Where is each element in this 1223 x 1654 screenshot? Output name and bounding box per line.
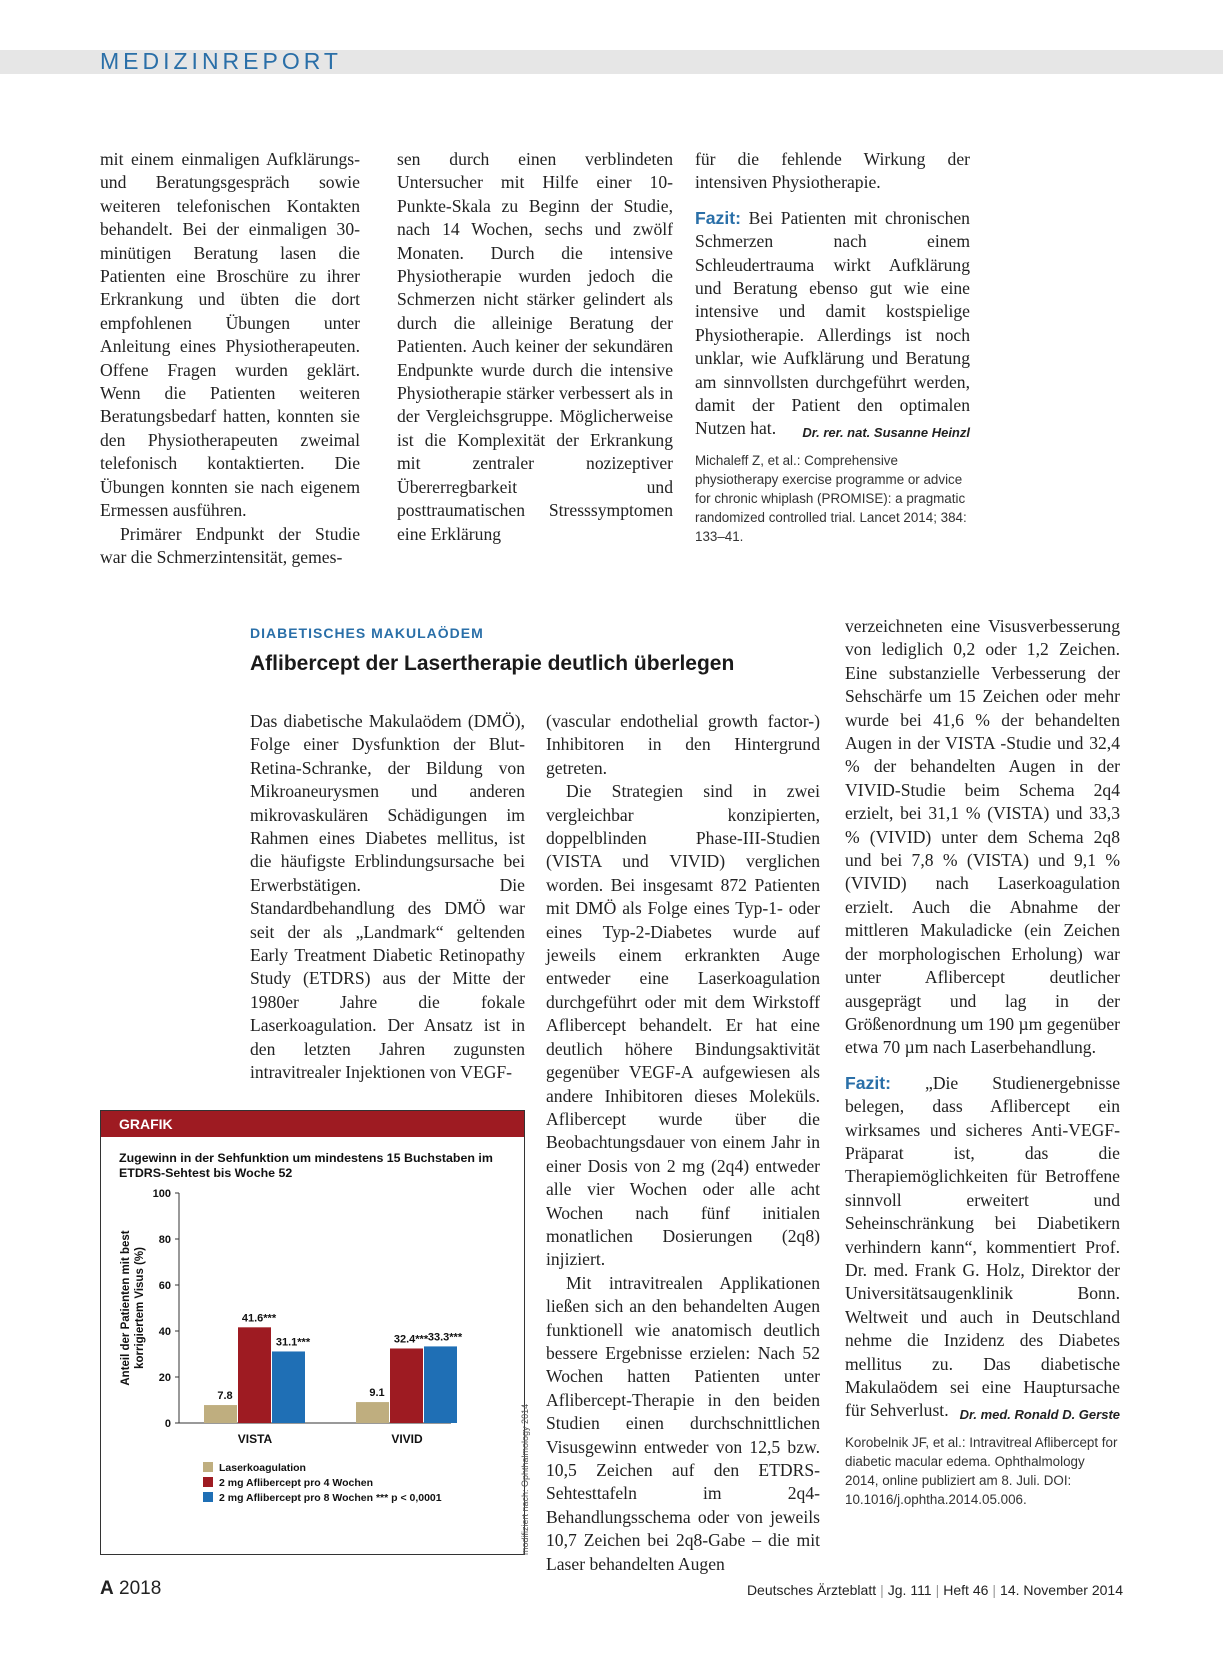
chart-title: Zugewinn in der Sehfunktion um mindestens 15 Buchstaben im ETDRS-Sehtest bis Woche 52 [119,1151,493,1180]
y-tick-label: 40 [158,1326,171,1338]
y-tick-label: 60 [158,1280,171,1292]
article1-column-3 [695,148,970,546]
footer-citation: Deutsches Ärzteblatt | Jg. 111 | Heft 46 | 14. November 2014 [746,1582,1123,1598]
fazit-text: „Die Studienergebnisse belegen, dass Aflibercept ein wirksames und sicheres Anti-VEGF-Präparat ist, das die Therapiemöglichkeiten für Betroffene sinnvoll erweitert und Seheinschränkung bei Diabetikern verhindern kann“, kommentiert Prof. Dr. med. Frank G. Holz, Direktor der Universitätsaugenklinik Bonn. Weltweit und auch in Deutschland nehme die Inzidenz des Diabetes mellitus zu. Das diabetische Makulaödem sei eine Hauptursache für Sehverlust. [845,1072,1120,1421]
page-prefix: A [100,1578,114,1599]
bar-chart [101,1183,523,1553]
bar [356,1402,389,1423]
legend-swatch [203,1477,213,1487]
y-axis-label: Anteil der Patienten mit best korrigiertem Visus (%) [120,1230,146,1386]
reference: Korobelnik JF, et al.: Intravitreal Aflibercept for diabetic macular edema. Ophthalmology 2014, online publiziert am 8. Juli. DOI: 10.1016/j.ophtha.2014.05.006. [845,1434,1118,1507]
author: Dr. rer. nat. Susanne Heinzl [802,425,970,441]
article1-column-2 [397,148,673,546]
bar-value-label: 31.1*** [275,1336,311,1349]
legend-swatch [203,1462,213,1472]
article1-paragraph: für die fehlende Wirkung der intensiven Physiotherapie. [695,149,970,193]
article1-column-1 [100,148,360,569]
article2-paragraph: (vascular endothelial growth factor-) Inhibitoren in den Hintergrund getreten. [546,711,820,778]
article2-column-1 [250,710,525,1085]
journal-date: 14. November 2014 [1000,1582,1123,1598]
article1-paragraph: Primärer Endpunkt der Studie war die Schmerzintensität, gemes- [100,523,360,567]
legend-swatch [203,1492,213,1502]
x-category-label: VIVID [391,1432,423,1446]
bar [204,1405,237,1423]
article1-paragraph: mit einem einmaligen Aufklärungs- und Beratungsgespräch sowie weiteren telefonischen Kontakten behandelt. Bei der einmaligen 30-minütigen Beratung lasen die Patienten eine Broschüre zu ihrer Erkrankung und übten die dort empfohlenen Übungen unter Anleitung eines Physiotherapeuten. Offene Fragen wurden geklärt. Wenn die Patienten weiteren Beratungsbedarf hatten, konnten sie den Physiotherapeuten zweimal telefonisch kontaktierten. Die Übungen konnten sie nach eigenem Ermessen ausführen. [100,149,360,521]
article2-paragraph: Das diabetische Makulaödem (DMÖ), Folge einer Dysfunktion der Blut-Retina-Schranke, der Bildung von Mikroaneurysmen und anderen mikrovaskulären Schädigungen im Rahmen eines Diabetes mellitus, ist die häufigste Erblindungsursache bei Erwerbstätigen. Die Standardbehandlung des DMÖ war seit der als „Landmark“ geltenden Early Treatment Diabetic Retinopathy Study (ETDRS) aus der Mitte der 1980er Jahre die fokale Laserkoagulation. Der Ansatz ist in den letzten Jahren zugunsten intravitrealer Injektionen von VEGF- [250,711,525,1083]
article2-paragraph: verzeichneten eine Visusverbesserung von lediglich 0,2 oder 1,2 Zeichen. Eine substanzielle Verbesserung der Sehschärfe um 15 Zeichen oder mehr wurde bei 41,6 % der behandelten Augen in der VISTA -Studie und 32,4 % der behandelten Augen in der VIVID-Studie beim Schema 2q4 erzielt, bei 31,1 % (VISTA) und 33,3 % (VIVID) unter dem Schema 2q8 und bei 7,8 % (VISTA) und 9,1 % (VIVID) nach Laserkoagulation erzielt. Auch die Abnahme der mittleren Makuladicke (ein Zeichen der morphologischen Erholung) war unter Aflibercept deutlicher ausgeprägt und lag in der Größenordnung um 190 µm gegenüber etwa 70 µm nach Laserbehandlung. [845,616,1120,1058]
bar [390,1348,423,1423]
page-number-value: 2018 [119,1578,162,1599]
section-title: MEDIZINREPORT [100,48,342,74]
legend-label: 2 mg Aflibercept pro 8 Wochen *** p < 0,0001 [219,1492,442,1504]
y-tick-label: 0 [164,1418,171,1430]
journal-issue: Heft 46 [943,1582,989,1598]
grafik-header: GRAFIK [101,1111,524,1137]
legend-label: 2 mg Aflibercept pro 4 Wochen [219,1477,374,1489]
bar-value-label: 9.1 [369,1387,385,1400]
journal-volume: Jg. 111 [887,1582,932,1598]
article2-headline: Aflibercept der Lasertherapie deutlich überlegen [250,652,735,675]
article2-column-2 [546,710,820,1576]
bar-value-label: 41.6*** [241,1312,277,1325]
article1-fazit [695,207,970,441]
journal-name: Deutsches Ärzteblatt [746,1582,877,1598]
grafik-box [100,1110,525,1555]
bar-value-label: 33.3*** [427,1331,463,1344]
legend-label: Laserkoagulation [219,1462,306,1474]
article1-paragraph: sen durch einen verblindeten Untersucher mit Hilfe einer 10-Punkte-Skala zu Beginn der Studie, nach 14 Wochen, sechs und zwölf Monaten. Durch die intensive Physiotherapie wurden jedoch die Schmerzen nicht stärker gelindert als durch die alleinige Beratung der Patienten. Auch keiner der sekundären Endpunkte wurde durch die intensive Physiotherapie stärker verbessert als in der Vergleichsgruppe. Möglicherweise ist die Komplexität der Erkrankung mit zentraler nozizeptiver Übererregbarkeit und posttraumatischen Stresssymptomen eine Erklärung [397,149,673,544]
page-number [100,1578,161,1600]
bar-value-label: 7.8 [217,1390,233,1403]
x-category-label: VISTA [237,1432,273,1446]
author: Dr. med. Ronald D. Gerste [959,1407,1120,1423]
article2-paragraph: Die Strategien sind in zwei vergleichbar konzipierten, doppelblinden Phase-III-Studien (VISTA und VIVID) verglichen worden. Bei insgesamt 872 Patienten mit DMÖ als Folge eines Typ-1- oder eines Typ-2-Diabetes wurde auf jeweils einem erkrankten Auge entweder eine Laserkoagulation durchgeführt oder mit dem Wirkstoff Aflibercept behandelt. Er hat eine deutlich höhere Bindungsaktivität gegenüber VEGF-A aufgewiesen als andere Inhibitoren dieses Moleküls. Aflibercept wurde über die Beobachtungsdauer von einem Jahr in einer Dosis von 2 mg (2q4) entweder alle vier Wochen oder alle acht Wochen nach fünf initialen monatlichen Dosierungen (2q8) injiziert. [546,781,820,1270]
chart-credit: modifiziert nach: Ophthalmology 2014 [520,1403,530,1555]
bar [424,1346,457,1423]
reference: Michaleff Z, et al.: Comprehensive physiotherapy exercise programme or advice for chronic whiplash (PROMISE): a pragmatic randomized controlled trial. Lancet 2014; 384: 133–41. [695,452,967,544]
article2-column-3 [845,615,1120,1509]
y-tick-label: 20 [158,1372,171,1384]
fazit-label: Fazit: [695,207,741,228]
bar-value-label: 32.4*** [393,1333,429,1346]
y-tick-label: 80 [158,1234,171,1246]
article2-paragraph: Mit intravitrealen Applikationen ließen sich an den behandelten Augen funktionell wie anatomisch deutlich bessere Ergebnisse erzielen: Nach 52 Wochen hatten Patienten unter Aflibercept-Therapie in den beiden Studien einen durchschnittlichen Visusgewinn entweder von 12,5 bzw. 10,5 Zeichen auf den ETDRS-Sehtesttafeln im 2q4-Behandlungsschema oder von jeweils 10,7 Zeichen bei 2q8-Gabe – die mit Laser behandelten Augen [546,1272,820,1574]
fazit-label: Fazit: [845,1072,891,1093]
bar [272,1351,305,1423]
y-tick-label: 100 [152,1188,171,1200]
bar [238,1327,271,1423]
article2-fazit [845,1072,1120,1423]
fazit-text: Bei Patienten mit chronischen Schmerzen nach einem Schleudertrauma wirkt Aufklärung und Beratung ebenso gut wie eine intensive und damit kostspielige Physiotherapie. Allerdings ist noch unklar, wie Aufklärung und Beratung am sinnvollsten durchgeführt werden, damit der Patient den optimalen Nutzen hat. [695,207,970,439]
article2-kicker: DIABETISCHES MAKULAÖDEM [250,625,484,641]
